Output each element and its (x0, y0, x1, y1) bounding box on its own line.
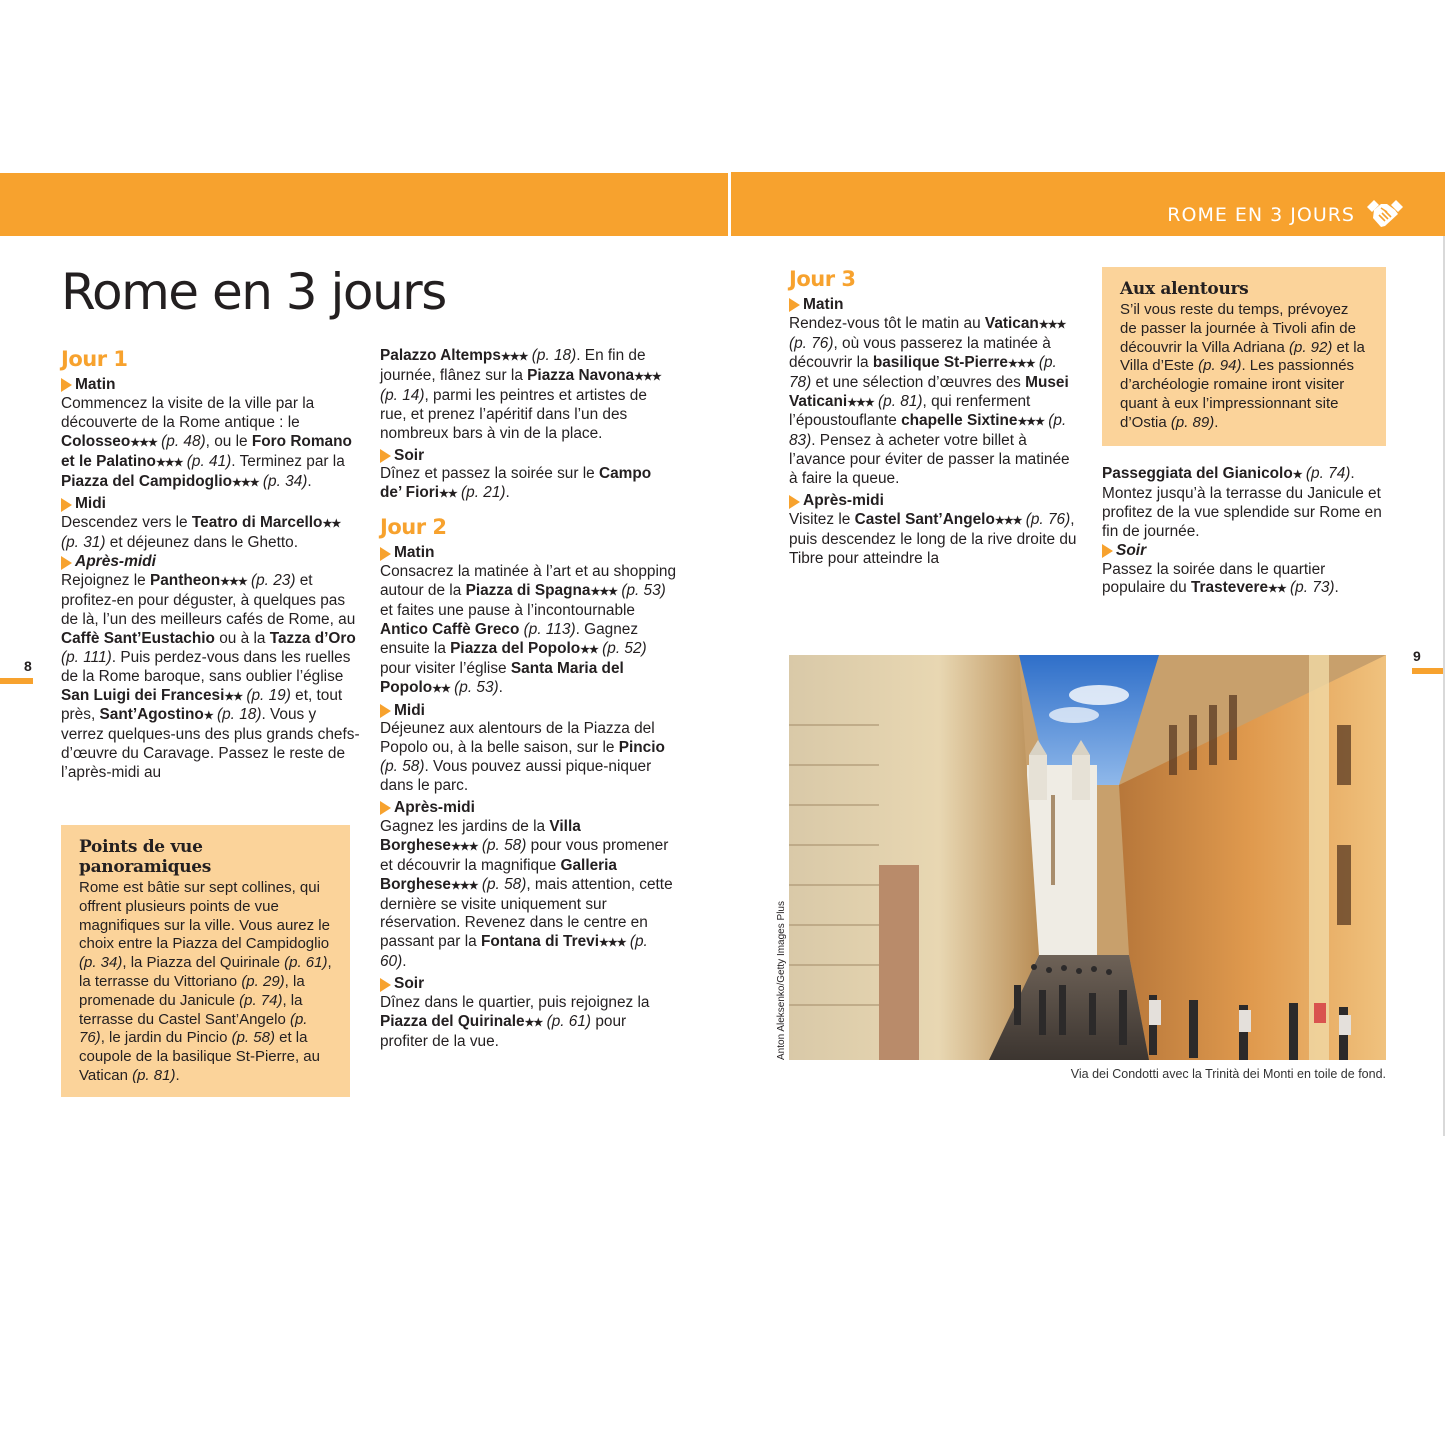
day3-soir-heading: Soir (1102, 542, 1392, 561)
triangle-icon (380, 547, 391, 561)
triangle-icon (380, 449, 391, 463)
day2-apres-heading: Après-midi (380, 799, 676, 818)
page-rule-left (0, 678, 33, 684)
day3-column (789, 266, 1079, 569)
triangle-icon (61, 498, 72, 512)
day3-apres-text-part2: Passeggiata del Gianicolo★ (p. 74). Montez jusqu’à la terrasse du Janicule et profitez de la vue splendide sur Rome en fin de journée. (1102, 465, 1382, 540)
running-head: ROME EN 3 JOURS (1167, 204, 1355, 226)
triangle-icon (380, 704, 391, 718)
day1-matin-text: Commencez la visite de la ville par la découverte de la Rome antique : le Colosseo★★★ (p. 48), ou le Foro Romano et le Palatino★★★ (p. 41). Terminez par la Piazza del Campidoglio★★★ (p. 34). (61, 394, 352, 490)
alentours-box-text: S’il vous reste du temps, prévoyez de passer la journée à Tivoli afin de découvrir la Villa Adriana (p. 92) et la Villa d’Este (p. 94). Les passionnés d’archéologie romaine iront visiter quant à eux l’impressionnant site d’Ostia (p. 89). (1120, 301, 1365, 431)
day2-midi-text: Déjeunez aux alentours de la Piazza del Popolo ou, à la belle saison, sur le Pincio (p. 58). Vous pouvez aussi pique-niquer dans le parc. (380, 720, 665, 795)
day1-midi-text: Descendez vers le Teatro di Marcello★★ (p. 31) et déjeunez dans le Ghetto. (61, 514, 341, 552)
panoramic-box (61, 825, 350, 1097)
triangle-icon (380, 801, 391, 815)
day1-soir-heading: Soir (380, 447, 676, 466)
day2-soir-text: Dînez dans le quartier, puis rejoignez la Piazza del Quirinale★★ (p. 61) pour profiter de la vue. (380, 994, 650, 1050)
day1-column (61, 346, 361, 783)
triangle-icon (380, 978, 391, 992)
alentours-box-title: Aux alentours (1120, 279, 1249, 299)
triangle-icon (61, 378, 72, 392)
day2-title: Jour 2 (380, 515, 447, 540)
day2-midi-heading: Midi (380, 702, 676, 721)
alentours-box (1102, 267, 1386, 446)
day1-soir-text: Dînez et passez la soirée sur le Campo de’ Fiori★★ (p. 21). (380, 465, 652, 502)
photo-caption: Via dei Condotti avec la Trinità dei Monti en toile de fond. (1070, 1067, 1386, 1081)
day3-column-continued (1102, 465, 1392, 599)
triangle-icon (789, 298, 800, 312)
day2-apres-text: Gagnez les jardins de la Villa Borghese★★★ (p. 58) pour vous promener et découvrir la magnifique Galleria Borghese★★★ (p. 58), mais attention, cette dernière se visite uniquement sur réservation. Revenez dans le centre en passant par la Fontana di Trevi★★★ (p. 60). (380, 817, 673, 971)
panoramic-box-title: Points de vue panoramiques (79, 837, 212, 877)
panoramic-box-text: Rome est bâtie sur sept collines, qui offrent plusieurs points de vue magnifiques sur la ville. Vous aurez le choix entre la Piazza del Campidoglio (p. 34), la Piazza del Quirinale (p. 61), la terrasse du Vittoriano (p. 29), la promenade du Janicule (p. 74), la terrasse du Castel Sant’Angelo (p. 76), le jardin du Pincio (p. 58) et la coupole de la basilique St-Pierre, au Vatican (p. 81). (79, 879, 332, 1084)
day1-title: Jour 1 (61, 347, 128, 371)
day2-matin-heading: Matin (380, 544, 676, 563)
day3-matin-text: Rendez-vous tôt le matin au Vatican★★★ (p. 76), où vous passerez la matinée à découvrir la basilique St-Pierre★★★ (p. 78) et une sélection d’œuvres des Musei Vaticani★★★ (p. 81), qui renferment l’époustouflante chapelle Sixtine★★★ (p. 83). Pensez à acheter votre billet à l’avance pour éviter de passer la matinée à faire la queue. (789, 314, 1070, 488)
day2-soir-heading: Soir (380, 975, 676, 994)
day1-apres-heading: Après-midi (61, 553, 361, 572)
day3-apres-heading: Après-midi (789, 492, 1079, 511)
triangle-icon (61, 556, 72, 570)
handshake-icon (1365, 198, 1405, 230)
triangle-icon (789, 495, 800, 509)
day1-matin-heading: Matin (61, 376, 361, 395)
via-condotti-image (789, 655, 1386, 1060)
day1-apres-text-part2: Palazzo Altemps★★★ (p. 18). En fin de journée, flânez sur la Piazza Navona★★★ (p. 14), parmi les peintres et artistes de rue, et prenez l’apéritif dans l’un des nombreux bars à vin de la place. (380, 347, 661, 442)
day3-matin-heading: Matin (789, 296, 1079, 315)
street-photo (789, 655, 1386, 1060)
day3-apres-text-part1: Visitez le Castel Sant’Angelo★★★ (p. 76), puis descendez le long de la rive droite du Tibre pour atteindre la (789, 510, 1077, 567)
day3-soir-text: Passez la soirée dans le quartier populaire du Trastevere★★ (p. 73). (1102, 560, 1339, 597)
day3-title: Jour 3 (789, 267, 856, 291)
day1-midi-heading: Midi (61, 495, 361, 514)
page-rule-right (1412, 668, 1445, 674)
day2-column (380, 347, 676, 1052)
header-band-left (0, 173, 728, 236)
page-number-right: 9 (1413, 648, 1421, 664)
day2-matin-text: Consacrez la matinée à l’art et au shopping autour de la Piazza di Spagna★★★ (p. 53) et faites une pause à l’incontournable Antico Caffè Greco (p. 113). Gagnez ensuite la Piazza del Popolo★★ (p. 52) pour visiter l’église Santa Maria del Popolo★★ (p. 53). (380, 563, 677, 696)
photo-credit: Anton Aleksenko/Getty Images Plus (776, 901, 787, 1060)
page-title: Rome en 3 jours (61, 263, 446, 321)
page-number-left: 8 (24, 658, 32, 674)
triangle-icon (1102, 544, 1113, 558)
day1-apres-text-part1: Rejoignez le Pantheon★★★ (p. 23) et profitez-en pour déguster, à quelques pas de là, l’un des meilleurs cafés de Rome, au Caffè Sant’Eustachio ou à la Tazza d’Oro (p. 111). Puis perdez-vous dans les ruelles de la Rome baroque, sans oublier l’église San Luigi dei Francesi★★ (p. 19) et, tout près, Sant’Agostino★ (p. 18). Vous y verrez quelques-uns des plus grands chefs-d’œuvre du Caravage. Passez le reste de l’après-midi au (61, 572, 360, 782)
